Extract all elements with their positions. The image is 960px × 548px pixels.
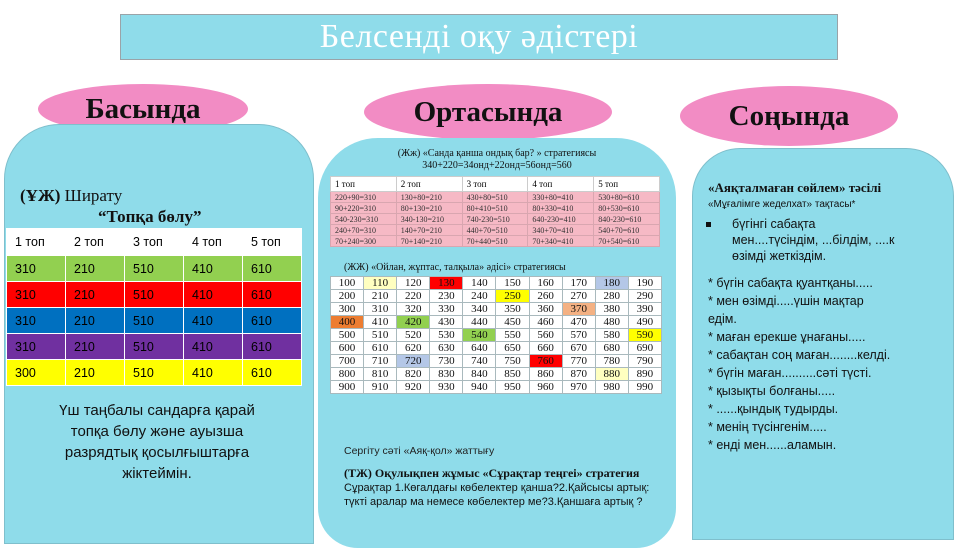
group-cell: 610 <box>243 308 302 334</box>
number-grid <box>330 276 662 394</box>
grid-cell: 750 <box>496 355 529 368</box>
group-cell: 610 <box>243 360 302 386</box>
grid-cell: 870 <box>562 368 595 381</box>
grid-cell: 110 <box>364 277 397 290</box>
grid-cell: 950 <box>496 381 529 394</box>
grid-cell: 510 <box>364 329 397 342</box>
tens-cell: 70+540=610 <box>594 236 660 247</box>
grid-cell: 430 <box>430 316 463 329</box>
tens-cell: 540-230=310 <box>331 214 397 225</box>
group-row <box>7 334 302 360</box>
tens-cell: 340-130=210 <box>396 214 462 225</box>
grid-cell: 460 <box>529 316 562 329</box>
grid-row <box>331 368 662 381</box>
strategy3-questions: Сұрақтар 1.Көгалдағы көбелектер қанша?2.Қайсысы артық: түкті аралар ма немесе көбелектер ме?3.Қаншаға артық ? <box>344 482 650 508</box>
group-cell: 510 <box>125 360 184 386</box>
tens-cell: 340+70=410 <box>528 225 594 236</box>
slide-title: Белсенді оқу әдістері <box>120 14 838 60</box>
strategy3-title: (ТЖ) Оқулықпен жұмыс «Сұрақтар теңгеі» стратегия <box>344 466 640 480</box>
grid-row <box>331 381 662 394</box>
left-footer <box>14 400 300 484</box>
group-cell: 410 <box>184 282 243 308</box>
grid-cell: 980 <box>595 381 628 394</box>
group-table <box>6 228 302 386</box>
group-cell: 310 <box>7 308 66 334</box>
grid-cell: 840 <box>463 368 496 381</box>
energizer-text: Сергіту сәті «Аяқ-қол» жаттығу <box>344 445 495 457</box>
grid-cell: 890 <box>628 368 661 381</box>
tens-cell: 80+530=610 <box>594 203 660 214</box>
group-cell: 410 <box>184 334 243 360</box>
grid-cell: 630 <box>430 342 463 355</box>
grid-cell: 360 <box>529 303 562 316</box>
tens-cell: 130+80=210 <box>396 192 462 203</box>
oval-end <box>680 86 898 146</box>
tens-cell: 220+90=310 <box>331 192 397 203</box>
grid-cell: 230 <box>430 290 463 303</box>
group-cell: 510 <box>125 308 184 334</box>
tens-cell: 840-230=610 <box>594 214 660 225</box>
sentence-line: * бүгін сабақта қуантқаны..... <box>708 276 873 290</box>
tens-cell: 80+410=510 <box>462 203 528 214</box>
grid-cell: 580 <box>595 329 628 342</box>
sentence-line: * менің түсінгенім..... <box>708 420 827 434</box>
grid-cell: 830 <box>430 368 463 381</box>
grid-cell: 180 <box>595 277 628 290</box>
grid-cell: 240 <box>463 290 496 303</box>
header-cell: 2 топ <box>66 229 125 256</box>
footer-line: разрядтық қосылғыштарға <box>64 444 250 461</box>
grid-cell: 930 <box>430 381 463 394</box>
tens-cell: 70+440=510 <box>462 236 528 247</box>
grid-cell: 800 <box>331 368 364 381</box>
grid-cell: 910 <box>364 381 397 394</box>
grid-cell: 270 <box>562 290 595 303</box>
tens-table <box>330 176 660 247</box>
bullet-line: мен....түсіндім, ...білдім, ....к <box>732 233 895 247</box>
group-cell: 310 <box>7 282 66 308</box>
grid-cell: 790 <box>628 355 661 368</box>
grid-cell: 330 <box>430 303 463 316</box>
grid-cell: 610 <box>364 342 397 355</box>
grid-cell: 940 <box>463 381 496 394</box>
grid-cell: 600 <box>331 342 364 355</box>
grid-cell: 880 <box>595 368 628 381</box>
oval-start-label: Басында <box>85 92 201 125</box>
header-cell: 5 топ <box>594 177 660 192</box>
grid-row <box>331 342 662 355</box>
grid-cell: 640 <box>463 342 496 355</box>
tens-row <box>331 192 660 203</box>
group-row <box>7 256 302 282</box>
grid-cell: 450 <box>496 316 529 329</box>
grid-cell: 720 <box>397 355 430 368</box>
grid-cell: 260 <box>529 290 562 303</box>
grid-cell: 540 <box>463 329 496 342</box>
group-row <box>7 308 302 334</box>
grid-cell: 370 <box>562 303 595 316</box>
sentence-line: * енді мен......аламын. <box>708 438 837 452</box>
strategy1-title: (Жж) «Санда қанша ондық бар? » стратегиясы <box>397 148 597 159</box>
strategy1-example: 340+220=34онд+22онд=56онд=560 <box>422 160 572 171</box>
grid-cell: 380 <box>595 303 628 316</box>
group-cell: 210 <box>66 256 125 282</box>
group-cell: 210 <box>66 308 125 334</box>
tens-row <box>331 236 660 247</box>
grid-cell: 130 <box>430 277 463 290</box>
grid-cell: 200 <box>331 290 364 303</box>
tens-cell: 70+340=410 <box>528 236 594 247</box>
strategy1-heading <box>336 148 658 172</box>
grid-row <box>331 303 662 316</box>
tens-cell: 140+70=210 <box>396 225 462 236</box>
group-table-header <box>7 229 302 256</box>
grid-cell: 190 <box>628 277 661 290</box>
sentence-line: * ......қындық тудырды. <box>708 402 839 416</box>
grid-cell: 990 <box>628 381 661 394</box>
header-cell: 1 топ <box>331 177 397 192</box>
grid-row <box>331 329 662 342</box>
oval-end-label: Соңында <box>728 99 850 132</box>
bullet-item <box>706 216 946 264</box>
footer-line: жіктеймін. <box>122 465 192 482</box>
tens-cell: 90+220=310 <box>331 203 397 214</box>
group-row <box>7 282 302 308</box>
grid-cell: 530 <box>430 329 463 342</box>
grid-cell: 400 <box>331 316 364 329</box>
grid-cell: 300 <box>331 303 364 316</box>
grid-cell: 780 <box>595 355 628 368</box>
tens-row <box>331 214 660 225</box>
grid-cell: 820 <box>397 368 430 381</box>
group-cell: 410 <box>184 256 243 282</box>
grid-cell: 490 <box>628 316 661 329</box>
grid-cell: 210 <box>364 290 397 303</box>
header-cell: 5 топ <box>243 229 302 256</box>
grid-cell: 410 <box>364 316 397 329</box>
tens-cell: 240+70=310 <box>331 225 397 236</box>
tens-row <box>331 225 660 236</box>
grid-cell: 390 <box>628 303 661 316</box>
header-cell: 3 топ <box>462 177 528 192</box>
grid-cell: 670 <box>562 342 595 355</box>
tens-cell: 530+80=610 <box>594 192 660 203</box>
grid-cell: 680 <box>595 342 628 355</box>
grid-cell: 170 <box>562 277 595 290</box>
grid-cell: 440 <box>463 316 496 329</box>
grid-cell: 250 <box>496 290 529 303</box>
grid-cell: 570 <box>562 329 595 342</box>
group-cell: 410 <box>184 360 243 386</box>
grid-row <box>331 355 662 368</box>
grid-cell: 310 <box>364 303 397 316</box>
sentence-line: * мен өзімді.....үшін мақтар <box>708 294 864 308</box>
group-cell: 210 <box>66 360 125 386</box>
grid-cell: 480 <box>595 316 628 329</box>
grid-cell: 690 <box>628 342 661 355</box>
grid-cell: 550 <box>496 329 529 342</box>
tens-cell: 740-230=510 <box>462 214 528 225</box>
tens-cell: 540+70=610 <box>594 225 660 236</box>
right-heading: «Аяқталмаған сөйлем» тәсілі <box>708 180 882 195</box>
tens-cell: 430+80=510 <box>462 192 528 203</box>
header-cell: 4 топ <box>528 177 594 192</box>
grid-row <box>331 316 662 329</box>
strategy2-heading: (ЖЖ) «Ойлан, жұптас, талқыла» әдісі» стратегиясы <box>344 262 566 273</box>
oval-middle-label: Ортасында <box>413 95 563 128</box>
grid-row <box>331 290 662 303</box>
grid-cell: 220 <box>397 290 430 303</box>
tens-cell: 70+240=300 <box>331 236 397 247</box>
grid-cell: 960 <box>529 381 562 394</box>
group-cell: 510 <box>125 334 184 360</box>
header-cell: 1 топ <box>7 229 66 256</box>
header-cell: 4 топ <box>184 229 243 256</box>
group-cell: 610 <box>243 282 302 308</box>
grid-cell: 560 <box>529 329 562 342</box>
group-row <box>7 360 302 386</box>
grid-cell: 700 <box>331 355 364 368</box>
tens-cell: 640-230=410 <box>528 214 594 225</box>
footer-line: топқа бөлу және ауызша <box>70 423 244 440</box>
sentence-line: * сабақтан соң маған........келді. <box>708 348 891 362</box>
grid-cell: 650 <box>496 342 529 355</box>
sentence-line: едім. <box>708 312 737 326</box>
tens-cell: 80+130=210 <box>396 203 462 214</box>
header-cell: 3 топ <box>125 229 184 256</box>
grid-cell: 620 <box>397 342 430 355</box>
grid-cell: 100 <box>331 277 364 290</box>
grid-row <box>331 277 662 290</box>
tens-cell: 440+70=510 <box>462 225 528 236</box>
group-cell: 510 <box>125 256 184 282</box>
grid-cell: 340 <box>463 303 496 316</box>
tens-table-header <box>331 177 660 192</box>
group-cell: 610 <box>243 256 302 282</box>
grid-cell: 740 <box>463 355 496 368</box>
grid-cell: 520 <box>397 329 430 342</box>
tens-row <box>331 203 660 214</box>
footer-line: Үш таңбалы сандарға қарай <box>59 402 255 419</box>
bullet-line: өзімді жеткіздім. <box>732 249 827 263</box>
grid-cell: 590 <box>628 329 661 342</box>
left-heading: (ҰЖ) Ширату <box>20 186 123 205</box>
sentence-line: * қызықты болғаны..... <box>708 384 836 398</box>
group-cell: 510 <box>125 282 184 308</box>
grid-cell: 920 <box>397 381 430 394</box>
grid-cell: 160 <box>529 277 562 290</box>
oval-middle <box>364 84 612 140</box>
grid-cell: 970 <box>562 381 595 394</box>
left-subheading: “Топқа бөлу” <box>98 207 202 226</box>
grid-cell: 660 <box>529 342 562 355</box>
header-cell: 2 топ <box>396 177 462 192</box>
grid-cell: 710 <box>364 355 397 368</box>
group-cell: 410 <box>184 308 243 334</box>
grid-cell: 120 <box>397 277 430 290</box>
sentence-list <box>708 274 948 454</box>
group-cell: 310 <box>7 256 66 282</box>
strategy3-text <box>344 466 650 509</box>
tens-cell: 70+140=210 <box>396 236 462 247</box>
grid-cell: 500 <box>331 329 364 342</box>
grid-cell: 470 <box>562 316 595 329</box>
tens-cell: 80+330=410 <box>528 203 594 214</box>
sentence-line: * бүгін маған..........сәті түсті. <box>708 366 872 380</box>
group-cell: 210 <box>66 334 125 360</box>
tens-cell: 330+80=410 <box>528 192 594 203</box>
grid-cell: 810 <box>364 368 397 381</box>
bullet-icon <box>706 222 711 227</box>
right-subheading: «Мұғалімге жеделхат» тақтасы* <box>708 199 856 210</box>
grid-cell: 290 <box>628 290 661 303</box>
grid-cell: 760 <box>529 355 562 368</box>
grid-cell: 420 <box>397 316 430 329</box>
grid-cell: 320 <box>397 303 430 316</box>
grid-cell: 730 <box>430 355 463 368</box>
group-cell: 610 <box>243 334 302 360</box>
group-cell: 300 <box>7 360 66 386</box>
sentence-line: * маған ерекше ұнағаны..... <box>708 330 866 344</box>
grid-cell: 140 <box>463 277 496 290</box>
group-cell: 210 <box>66 282 125 308</box>
grid-cell: 770 <box>562 355 595 368</box>
bullet-line: бүгінгі сабақта <box>732 217 816 231</box>
grid-cell: 350 <box>496 303 529 316</box>
grid-cell: 280 <box>595 290 628 303</box>
grid-cell: 150 <box>496 277 529 290</box>
grid-cell: 850 <box>496 368 529 381</box>
group-cell: 310 <box>7 334 66 360</box>
grid-cell: 860 <box>529 368 562 381</box>
grid-cell: 900 <box>331 381 364 394</box>
